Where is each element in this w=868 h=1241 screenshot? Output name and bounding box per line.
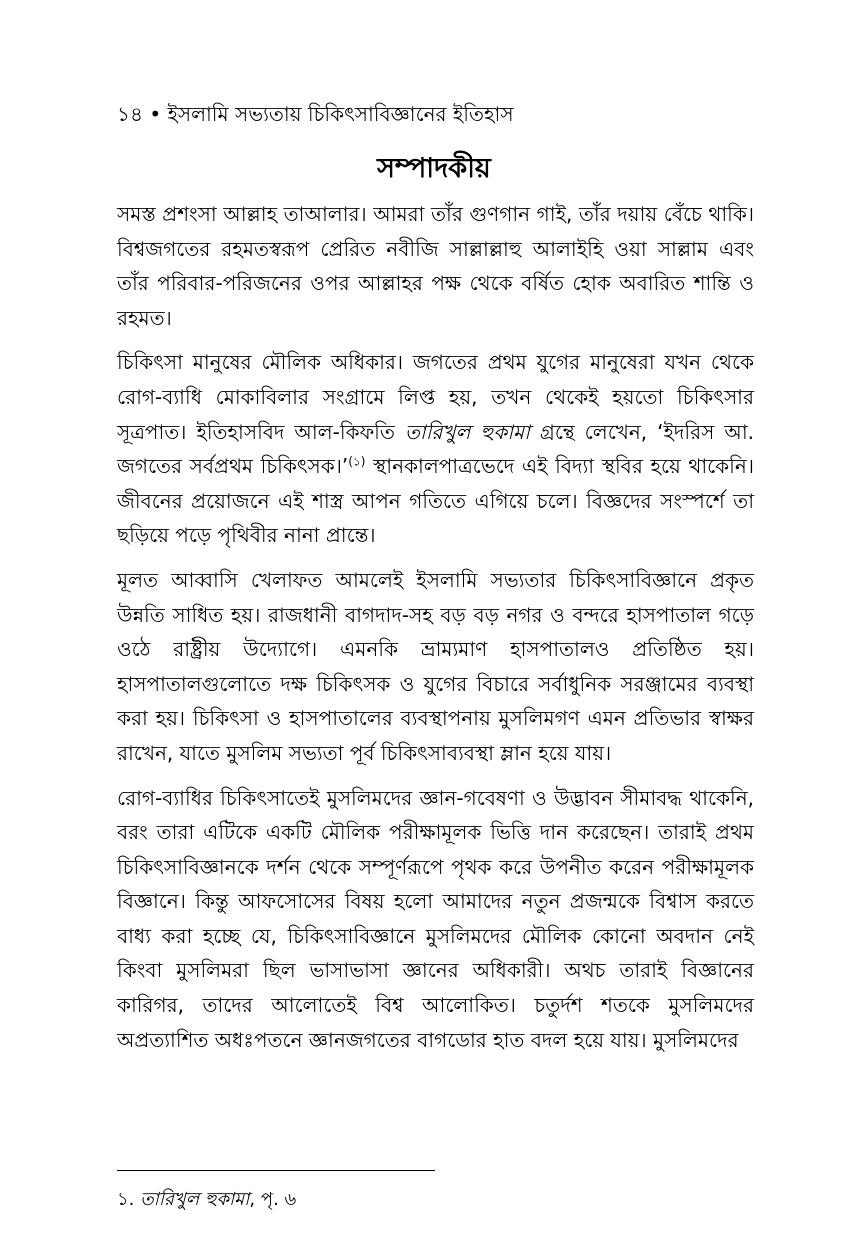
footnote-page: , পৃ. ৬ <box>249 1189 297 1210</box>
footnote-marker: ১. <box>117 1189 135 1210</box>
paragraph-4: রোগ-ব্যাধির চিকিৎসাতেই মুসলিমদের জ্ঞান-গবেষণা ও উদ্ভাবন সীমাবদ্ধ থাকেনি, বরং তারা এটিকে একটি মৌলিক পরীক্ষামূলক ভিত্তি দান করেছেন। তারাই প্রথম চিকিৎসাবিজ্ঞানকে দর্শন থেকে সম্পূর্ণরূপে পৃথক করে উপনীত করেন পরীক্ষামূলক বিজ্ঞানে। কিন্তু আফসোসের বিষয় হলো আমাদের নতুন প্রজন্মকে বিশ্বাস করতে বাধ্য করা হচ্ছে যে, চিকিৎসাবিজ্ঞানে মুসলিমদের মৌলিক কোনো অবদান নেই কিংবা মুসলিমরা ছিল ভাসাভাসা জ্ঞানের অধিকারী। অথচ তারাই বিজ্ঞানের কারিগর, তাদের আলোতেই বিশ্ব আলোকিত। চতুর্দশ শতকে মুসলিমদের অপ্রত্যাশিত অধঃপতনে জ্ঞানজগতের বাগডোর হাত বদল হয়ে যায়। মুসলিমদের <box>117 785 754 1052</box>
paragraph-2 <box>117 345 754 553</box>
footnote-reference: (১) <box>348 454 366 469</box>
body-text <box>117 197 754 1067</box>
paragraph-2-text-a: চিকিৎসা মানুষের মৌলিক অধিকার। জগতের প্রথম যুগের মানুষেরা যখন থেকে রোগ-ব্যাধি মোকাবিলার সংগ্রামে লিপ্ত হয়, তখন থেকেই হয়তো চিকিৎসার সূত্রপাত। ইতিহাসবিদ আল-কিফতি <box>117 350 754 444</box>
footnote-divider <box>117 1170 435 1171</box>
page-title: সম্পাদকীয় <box>377 153 491 184</box>
paragraph-3: মূলত আব্বাসি খেলাফত আমলেই ইসলামি সভ্যতার চিকিৎসাবিজ্ঞানে প্রকৃত উন্নতি সাধিত হয়। রাজধানী বাগদাদ-সহ বড় বড় নগর ও বন্দরে হাসপাতাল গড়ে ওঠে রাষ্ট্রীয় উদ্যোগে। এমনকি ভ্রাম্যমাণ হাসপাতালও প্রতিষ্ঠিত হয়। হাসপাতালগুলোতে দক্ষ চিকিৎসক ও যুগের বিচারে সর্বাধুনিক সরঞ্জামের ব্যবস্থা করা হয়। চিকিৎসা ও হাসপাতালের ব্যবস্থাপনায় মুসলিমগণ এমন প্রতিভার স্বাক্ষর রাখেন, যাতে মুসলিম সভ্যতা পূর্ব চিকিৎসাব্যবস্থা ম্লান হয়ে যায়। <box>117 567 754 765</box>
book-title: ইসলামি সভ্যতায় চিকিৎসাবিজ্ঞানের ইতিহাস <box>167 102 514 126</box>
paragraph-2-text-b: গ্রন্থে লেখেন, ‘ইদরিস আ. জগতের সর্বপ্রথম চিকিৎসক।’ <box>117 419 755 479</box>
header-separator: • <box>149 102 162 126</box>
running-header <box>117 100 514 128</box>
page-number: ১৪ <box>117 102 143 126</box>
paragraph-1: সমস্ত প্রশংসা আল্লাহ তাআলার। আমরা তাঁর গুণগান গাই, তাঁর দয়ায় বেঁচে থাকি। বিশ্বজগতের রহমতস্বরূপ প্রেরিত নবীজি সাল্লাল্লাহু আলাইহি ওয়া সাল্লাম এবং তাঁর পরিবার-পরিজনের ওপর আল্লাহর পক্ষ থেকে বর্ষিত হোক অবারিত শান্তি ও রহমত। <box>117 202 754 330</box>
footnote <box>117 1187 296 1213</box>
cited-book-title: তারিখুল হুকামা <box>404 419 530 444</box>
paragraph-2-text-c: স্থানকালপাত্রভেদে এই বিদ্যা স্থবির হয়ে থাকেনি। জীবনের প্রয়োজনে এই শাস্ত্র আপন গতিতে এগিয়ে চলে। বিজ্ঞদের সংস্পর্শে তা ছড়িয়ে পড়ে পৃথিবীর নানা প্রান্তে। <box>117 454 754 548</box>
footnote-book-title: তারিখুল হুকামা <box>140 1189 250 1210</box>
